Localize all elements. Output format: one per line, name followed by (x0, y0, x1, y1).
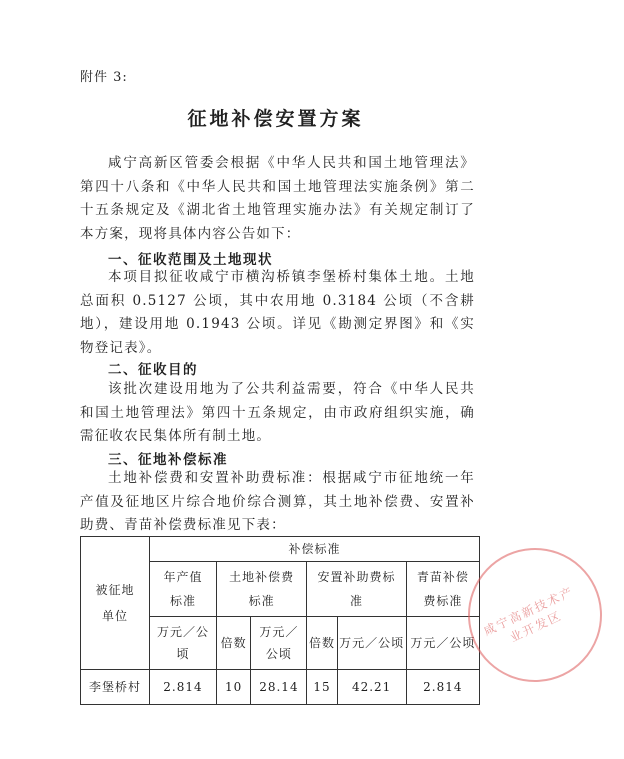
compensation-group-header: 补偿标准 (150, 537, 480, 562)
section2-paragraph: 该批次建设用地为了公共利益需要，符合《中华人民共和国土地管理法》第四十五条规定，由市政府组织实施，确需征收农民集体所有制土地。 (80, 381, 475, 444)
table-row (81, 670, 480, 705)
section3-paragraph: 土地补偿费和安置补助费标准：根据咸宁市征地统一年产值及征地区片综合地价综合测算，其土地补偿费、安置补助费、青苗补偿费标准见下表： (80, 470, 475, 533)
village-column-header: 被征地单位 (81, 537, 150, 670)
land-multiple-cell: 10 (216, 670, 251, 705)
resettlement-subsidy-header: 安置补助费标准 (307, 562, 406, 617)
section2-heading: 二、征收目的 (108, 362, 198, 378)
annual-output-header: 年产值标准 (150, 562, 217, 617)
resettle-value-cell: 42.21 (337, 670, 406, 705)
annual-unit-cell: 万元／公顷 (150, 617, 217, 670)
land-multiple-label: 倍数 (216, 617, 251, 670)
crop-unit-cell: 万元／公顷 (406, 617, 479, 670)
land-value-cell: 28.14 (251, 670, 307, 705)
resettle-unit-cell: 万元／公顷 (337, 617, 406, 670)
village-cell: 李堡桥村 (81, 670, 150, 705)
section1-paragraph: 本项目拟征收咸宁市横沟桥镇李堡桥村集体土地。土地总面积 0.5127 公顷，其中农用地 0.3184 公顷（不含耕地），建设用地 0.1943 公顷。详见《勘测定界图》和《实物登记表》。 (80, 269, 475, 356)
compensation-table (80, 536, 480, 705)
attachment-label: 附件 3: (80, 70, 128, 85)
annual-value-cell: 2.814 (150, 670, 217, 705)
seal-text: 咸宁高新技术产业开发区 (481, 584, 577, 645)
resettle-multiple-cell: 15 (307, 670, 337, 705)
land-compensation-header: 土地补偿费标准 (216, 562, 307, 617)
document-title: 征地补偿安置方案 (187, 108, 364, 130)
intro-paragraph: 咸宁高新区管委会根据《中华人民共和国土地管理法》第四十八条和《中华人民共和国土地管理法实施条例》第二十五条规定及《湖北省土地管理实施办法》有关规定制订了本方案，现将具体内容公告如下： (80, 155, 475, 242)
crop-compensation-header: 青苗补偿费标准 (406, 562, 479, 617)
table-header-row (81, 537, 480, 562)
land-unit-cell: 万元／公顷 (251, 617, 307, 670)
crop-value-cell: 2.814 (406, 670, 479, 705)
section1-heading: 一、征收范围及土地现状 (108, 252, 273, 268)
resettle-multiple-label: 倍数 (307, 617, 337, 670)
section3-heading: 三、征地补偿标准 (108, 452, 228, 468)
